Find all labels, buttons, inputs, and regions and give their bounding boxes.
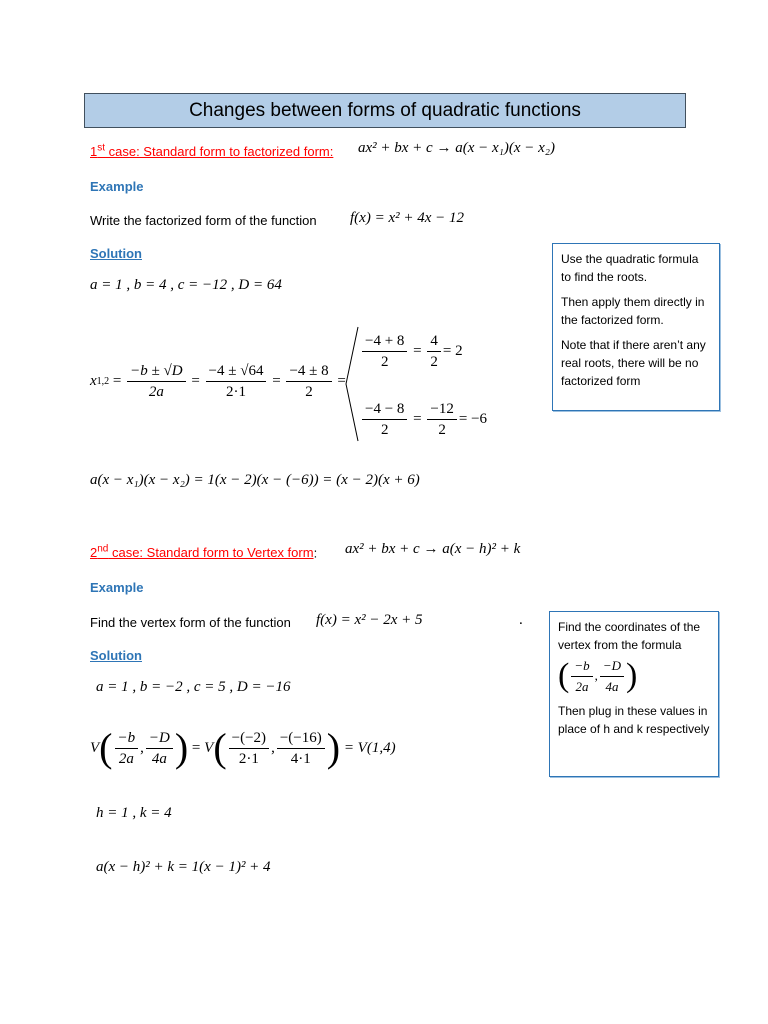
branch-top-value: = 2 [442,343,463,359]
root-formula-fraction [127,362,185,401]
case2-heading [90,544,317,560]
case1-note-line-2: Then apply them directly in the factorized form. [561,295,705,327]
branch-bottom-mid-numerator: −12 [427,400,456,420]
note-frac2-denominator: 4a [605,678,619,694]
branch-top-mid-denominator: 2 [430,354,438,370]
case1-heading-text: case: Standard form to factorized form: [105,144,334,160]
case2-prompt-function [316,612,423,629]
note-frac1-denominator: 2a [575,678,589,694]
case1-solution-label: Solution [90,246,142,261]
case1-branch-bottom: $\frac{-4 - 8}{2}$ = $\frac{-12}{2}$ = −6 [360,400,487,439]
root-simplified-numerator: −4 ± 8 [286,362,331,382]
case1-coefficients [90,277,282,294]
case2-coefficients [96,679,290,696]
case1-note-line-3: Note that if there aren’t any real roots, there will be no factorized form [561,338,706,388]
note-frac2-numerator: −D [602,657,622,673]
case1-note-line-1: Use the quadratic formula to find the roots. [561,252,699,284]
case1-heading [90,143,333,159]
case2-hk [96,805,172,822]
arrow-right-icon: → [436,140,456,156]
case2-formula [345,541,520,558]
vertex-frac4-denominator: 4·1 [290,750,311,767]
case2-hk-text: h = 1 , k = 4 [96,805,172,821]
case2-example-label: Example [90,580,144,595]
case2-prompt: Find the vertex form of the function [90,615,291,630]
case2-coefficients-text: a = 1 , b = −2 , c = 5 , D = −16 [96,679,291,695]
case2-prompt-function-text: f(x) = x² − 2x + 5 [316,612,423,628]
vertex-frac1-numerator: −b [117,729,136,746]
case2-note-formula: ( $\frac{-b}{2a}$ , $\frac{-D}{4a}$ ) [558,657,638,694]
case2-heading-colon: : [313,545,318,561]
vertex-frac2-numerator: −D [148,729,170,746]
vertex-frac3-denominator: 2·1 [238,750,259,767]
case2-heading-num: 2 [90,545,98,561]
case1-example-label: Example [90,179,144,194]
case1-formula-rhs: a(x − x₁)(x − x₂) [455,140,556,156]
case1-prompt-function-text: f(x) = x² + 4x − 12 [350,210,464,226]
case2-prompt-dot: . [519,612,523,628]
root-simplified-fraction [286,362,331,401]
case2-formula-rhs: a(x − h)² + k [442,541,521,557]
case1-formula [358,140,555,157]
case1-coefficients-text: a = 1 , b = 4 , c = −12 , D = 64 [90,277,282,293]
case2-heading-sup: nd [97,544,109,555]
vertex-symbol-2: V [204,739,214,756]
root-substituted-numerator: −4 ± √64 [206,362,267,382]
vertex-result: = V(1,4) [343,739,396,756]
roots-subscript: 1,2 [96,376,110,387]
case1-result [90,472,420,489]
page-title: Changes between forms of quadratic functions [189,99,581,121]
arrow-right-icon: → [423,541,443,557]
branch-top-mid-numerator: 4 [427,332,441,352]
case1-heading-num: 1 [90,144,98,160]
case2-note-box [549,611,719,777]
case1-branch-top: $\frac{-4 + 8}{2}$ = $\frac{4}{2}$ = 2 [360,332,463,371]
note-frac1-numerator: −b [574,657,590,673]
branch-brace [342,325,362,443]
branch-bottom-mid-denominator: 2 [438,422,446,438]
root-formula-denominator: 2a [148,384,164,400]
branch-bottom-denominator: 2 [380,422,389,438]
case1-result-text: a(x − x₁)(x − x₂) = 1(x − 2)(x − (−6)) = (x − 2)(x + 6) [90,472,420,488]
vertex-frac2-denominator: 4a [151,750,167,767]
case2-vertex-formula: V ( $\frac{-b}{2a}$ , $\frac{-D}{4a}$ ) = V ( $\frac{-(-2)}{2\cdot 1}$ , $\frac{-(-16)}{4\cdot 1}$ ) = V(1,4) [90,725,396,770]
case1-prompt-function [350,210,464,227]
root-formula-numerator: −b ± √D [130,363,183,379]
roots-symbol: x [90,373,97,389]
branch-bottom-numerator: −4 − 8 [362,400,407,420]
branch-top-denominator: 2 [380,354,389,370]
case2-formula-lhs: ax² + bx + c [345,541,420,557]
root-substituted-denominator: 2·1 [226,384,246,400]
branch-bottom-value: = −6 [458,411,488,427]
case1-roots-formula: x 1,2 = $\frac{-b \pm √D}{2a}$ = $\frac{-4 \pm √64}{2\cdot 1}$ = $\frac{-4 \pm 8}{2}$ = [90,363,346,400]
vertex-frac4-numerator: −(−16) [277,729,325,749]
page-title-box [84,93,686,128]
vertex-frac3-numerator: −(−2) [229,729,269,749]
case2-note-line-1: Find the coordinates of the vertex from the formula [558,620,701,652]
case2-result-text: a(x − h)² + k = 1(x − 1)² + 4 [96,859,271,875]
case2-solution-label: Solution [90,648,142,663]
root-simplified-denominator: 2 [305,384,313,400]
case2-result [96,859,271,876]
branch-top-numerator: −4 + 8 [362,332,407,352]
vertex-symbol: V [90,739,100,756]
case1-note-box [552,243,720,411]
case1-prompt: Write the factorized form of the function [90,213,317,228]
root-substituted-fraction [206,362,267,401]
case1-formula-lhs: ax² + bx + c [358,140,433,156]
case1-heading-sup: st [97,143,106,154]
case2-note-line-2: Then plug in these values in place of h and k respectively [558,704,710,736]
case2-heading-text: case: Standard form to Vertex form [108,545,314,561]
vertex-frac1-denominator: 2a [118,750,134,767]
